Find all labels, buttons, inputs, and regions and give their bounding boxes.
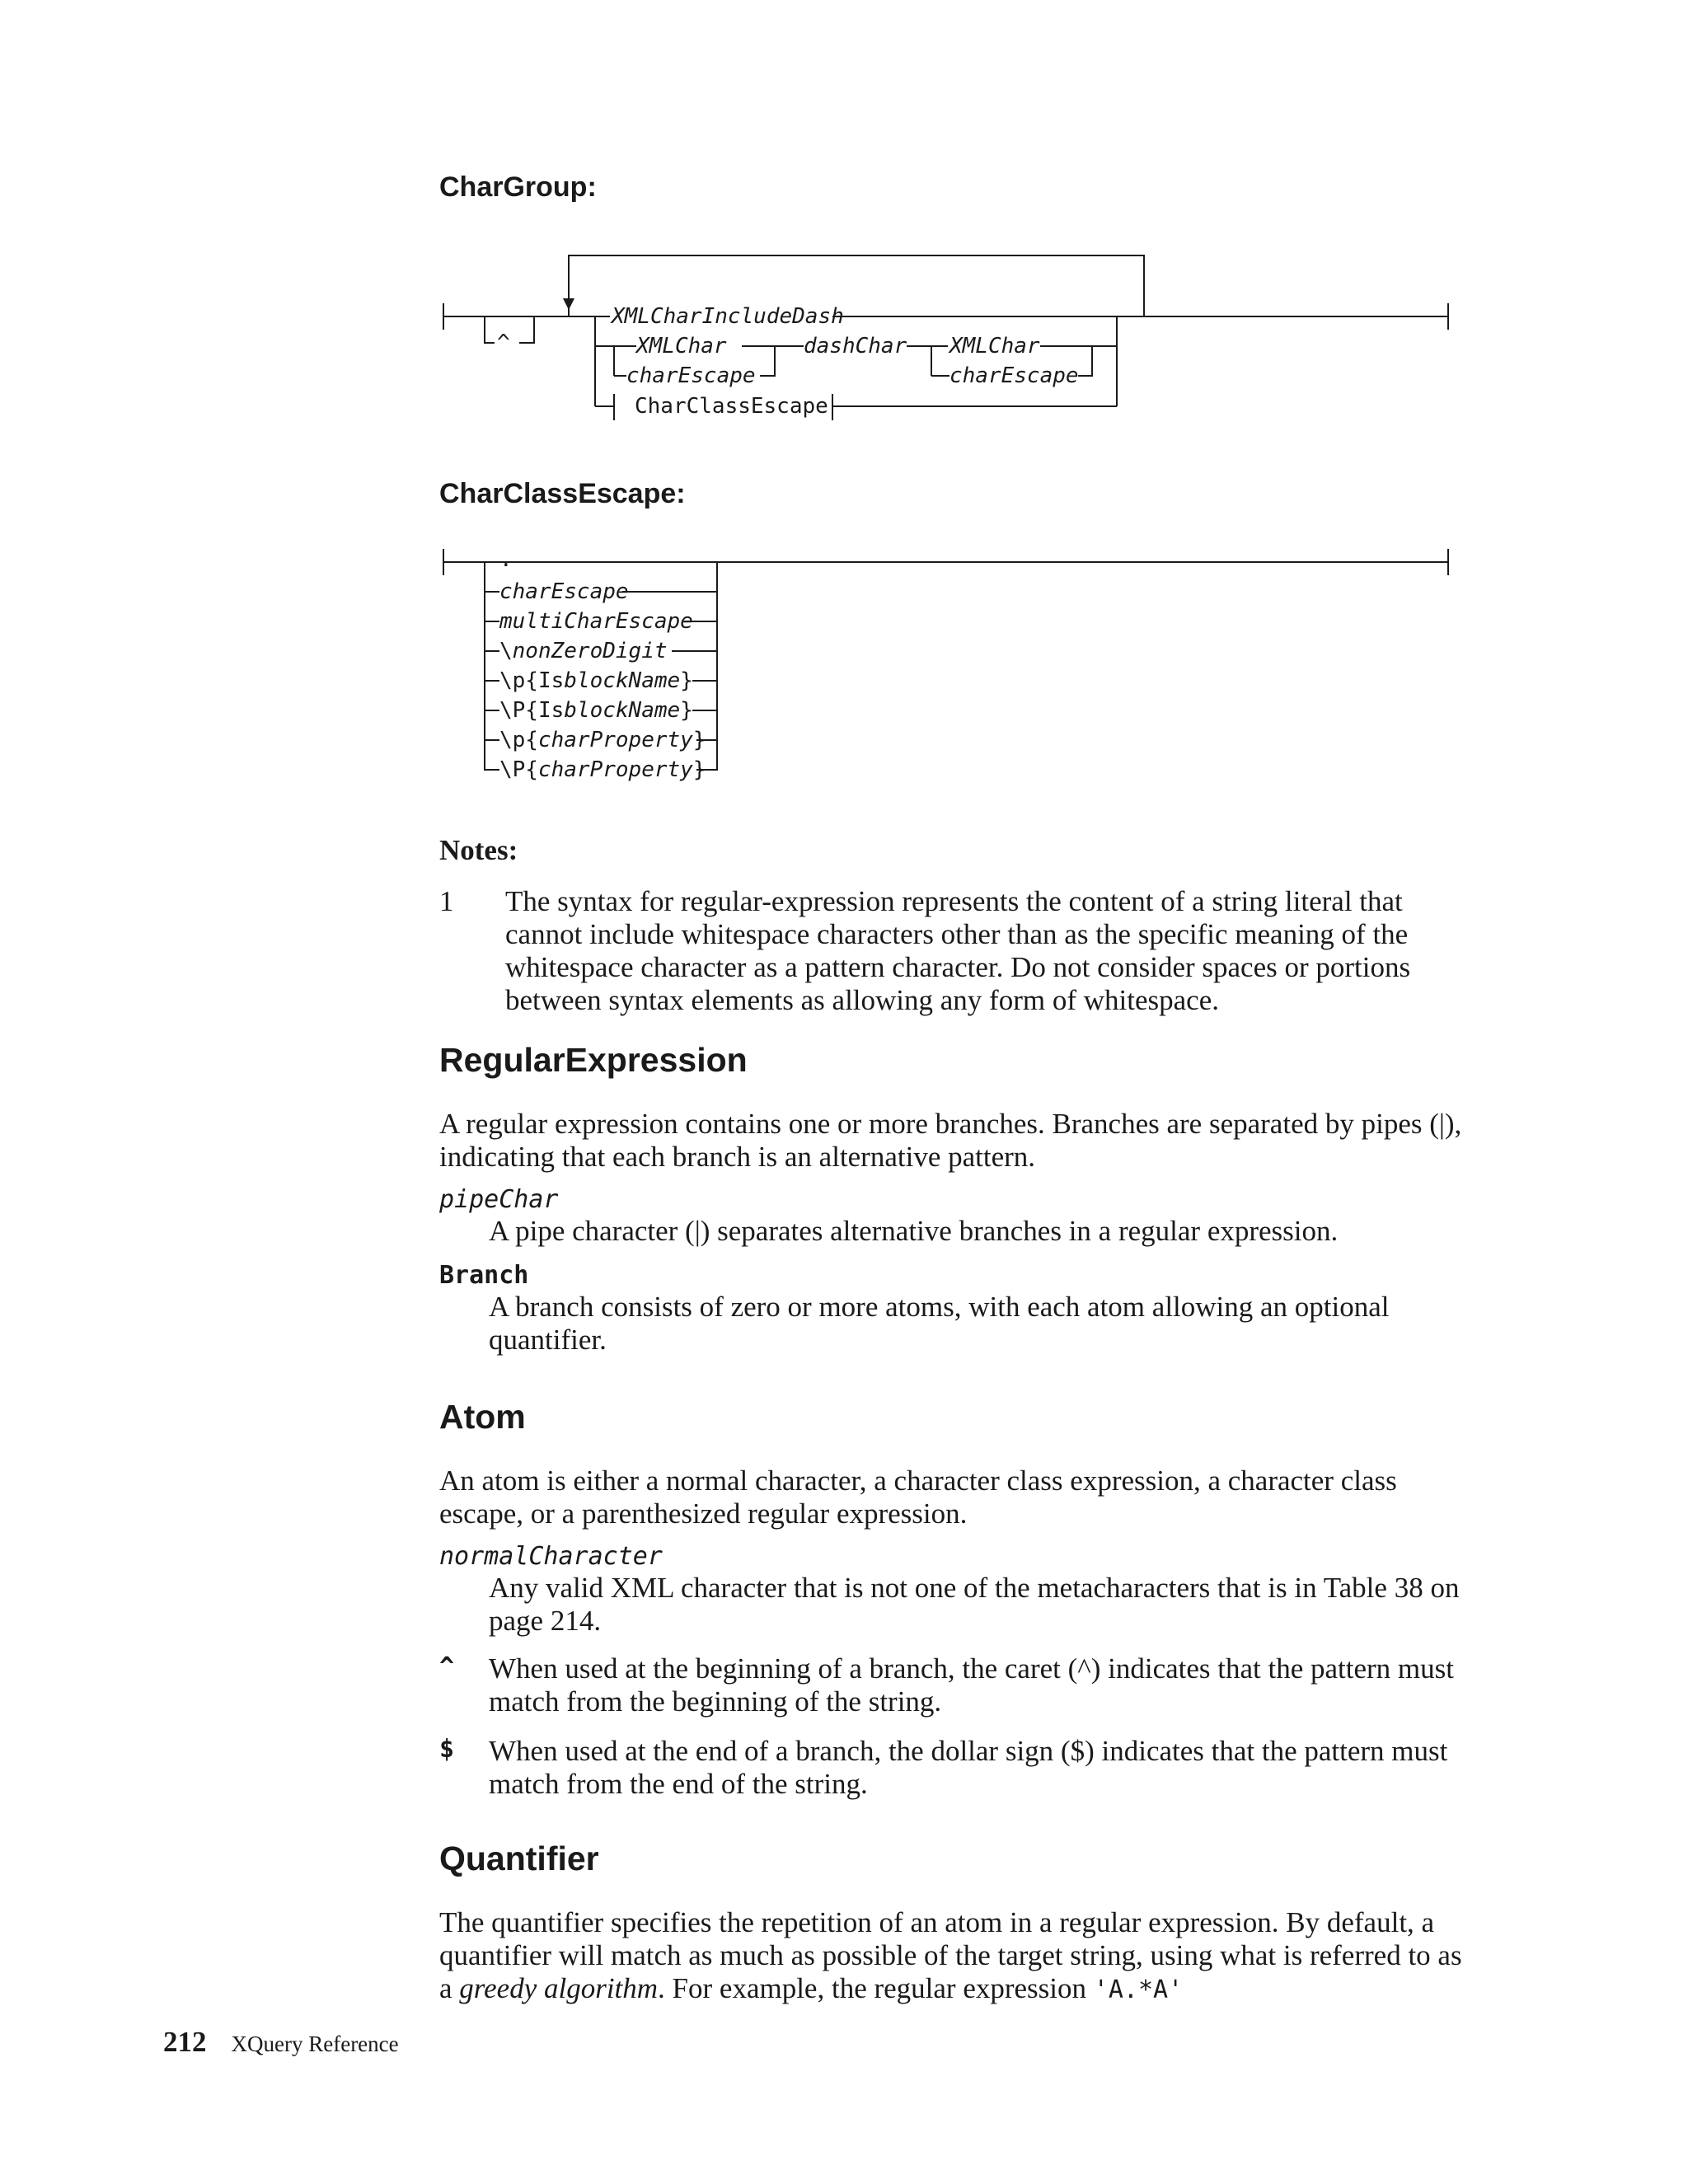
cg-charescape-left: charEscape — [626, 363, 756, 388]
caret-entry — [439, 1652, 1478, 1718]
normalcharacter-term: normalCharacter — [439, 1542, 663, 1571]
cce-r4-arg: blockName — [564, 698, 681, 723]
pipechar-desc: A pipe character (|) separates alternative branches in a regular expression. — [489, 1215, 1339, 1247]
cce-item-isblockname-lower — [499, 668, 693, 693]
cce-item-isblockname-upper — [499, 698, 693, 723]
quantifier-para-code: 'A.*A' — [1093, 1975, 1184, 2004]
atom-para: An atom is either a normal character, a character class expression, a character class escape, or a parenthesized regular expression. — [439, 1465, 1397, 1530]
cce-r6-suffix: } — [692, 757, 706, 782]
cce-r5-arg: charProperty — [537, 728, 693, 752]
caret-symbol: ^ — [439, 1652, 455, 1681]
cg-alt2-sub-left-join — [760, 346, 775, 376]
normalcharacter-desc: Any valid XML character that is not one of the metacharacters that is in Table 38 on page 214. — [489, 1572, 1460, 1637]
cce-item-charproperty-upper — [499, 757, 706, 782]
cce-r3-arg: blockName — [564, 668, 681, 693]
cg-xmlchar-left: XMLChar — [636, 334, 727, 359]
charclassescape-title: CharClassEscape: — [439, 478, 686, 509]
cce-r4-suffix: } — [680, 698, 693, 723]
note-1 — [439, 885, 1478, 1017]
cg-caret-branch-right — [519, 316, 534, 343]
cg-charclassescape-ref: CharClassEscape — [635, 394, 828, 419]
quantifier-section — [439, 1840, 1478, 2007]
notes-title: Notes: — [439, 834, 518, 866]
cce-item-charescape: charEscape — [499, 579, 629, 604]
cce-r3-suffix: } — [680, 668, 693, 693]
regex-para: A regular expression contains one or more branches. Branches are separated by pipes (|), indicating that each branch is an alternative pattern. — [439, 1108, 1462, 1173]
dollar-symbol: $ — [439, 1735, 455, 1764]
chargroup-title: CharGroup: — [439, 171, 597, 203]
charclassescape-title-block — [439, 478, 1478, 510]
cg-charescape-right: charEscape — [950, 363, 1079, 388]
note-1-number: 1 — [439, 885, 454, 917]
cce-r6-arg: charProperty — [537, 757, 693, 782]
cce-r2-prefix: \ — [499, 639, 513, 663]
quantifier-para-start: The quantifier specifies the repetition of an atom in a regular expression. By default, a quantifier will match as much as possible of the target string, using what is referred to as a — [439, 1906, 1462, 2004]
cce-r4-prefix: \P{Is — [499, 698, 565, 723]
cg-dashchar: dashChar — [804, 334, 907, 359]
page-number: 212 — [163, 2026, 207, 2058]
regex-heading: RegularExpression — [439, 1041, 748, 1079]
cg-repeat-arrow-icon — [563, 298, 574, 310]
atom-section — [439, 1398, 1478, 1801]
caret-desc: When used at the beginning of a branch, the caret (^) indicates that the pattern must match from the beginning of the string. — [489, 1652, 1454, 1718]
cce-dot: . — [499, 547, 513, 572]
cce-r5-prefix: \p{ — [499, 728, 538, 752]
note-1-text: The syntax for regular-expression represents the content of a string literal that cannot include whitespace characters other than as the specific meaning of the whitespace character as a pattern character. Do not consider spaces or portions between syntax elements as allowing any form of whitespace. — [505, 885, 1411, 1016]
branch-term: Branch — [439, 1261, 529, 1290]
notes-block — [439, 834, 1478, 1017]
pipechar-term: pipeChar — [439, 1185, 559, 1214]
charclassescape-syntax-diagram — [0, 527, 1688, 799]
dollar-desc: When used at the end of a branch, the dollar sign ($) indicates that the pattern must match from the end of the string. — [489, 1735, 1448, 1800]
cce-item-multicharescape: multiCharEscape — [499, 609, 693, 634]
cce-item-nonzerodigit — [499, 639, 668, 663]
cce-item-charproperty-lower — [499, 728, 706, 752]
cg-caret: ^ — [497, 330, 510, 355]
cg-alt2-sub-right-join — [1078, 346, 1092, 376]
cg-xmlchar-include-dash: XMLCharIncludeDash — [612, 304, 844, 329]
cce-r2-arg: nonZeroDigit — [512, 639, 668, 663]
chargroup-syntax-diagram — [0, 0, 1688, 462]
dollar-entry — [439, 1735, 1478, 1801]
quantifier-para-em: greedy algorithm — [459, 1972, 659, 2004]
cce-r6-lead — [485, 763, 499, 770]
cg-caret-branch-left — [485, 316, 495, 343]
page-footer — [163, 2026, 399, 2059]
cg-xmlchar-right: XMLChar — [950, 334, 1040, 359]
book-title: XQuery Reference — [231, 2032, 399, 2056]
quantifier-para-mid: . For example, the regular expression — [658, 1972, 1094, 2004]
branch-desc: A branch consists of zero or more atoms, with each atom allowing an optional quantifier. — [489, 1291, 1390, 1356]
quantifier-para — [439, 1906, 1478, 2007]
cce-r6-prefix: \P{ — [499, 757, 538, 782]
cce-r5-suffix: } — [692, 728, 706, 752]
cce-r3-prefix: \p{Is — [499, 668, 565, 693]
regex-section — [439, 1041, 1478, 1357]
quantifier-heading: Quantifier — [439, 1840, 599, 1877]
atom-heading: Atom — [439, 1398, 526, 1436]
